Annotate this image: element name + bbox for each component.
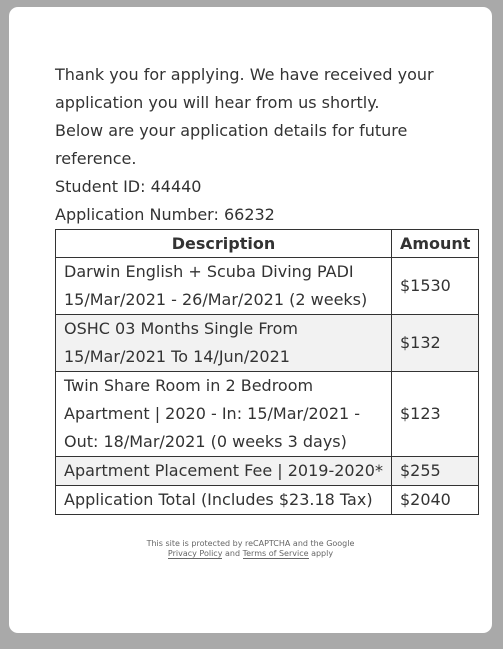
table-row <box>56 372 479 457</box>
application-details-table <box>55 229 479 515</box>
row-description <box>56 258 392 315</box>
recaptcha-apply: apply <box>311 549 334 558</box>
description-line: Out: 18/Mar/2021 (0 weeks 3 days) <box>64 432 347 451</box>
privacy-policy-link[interactable]: Privacy Policy <box>167 549 223 558</box>
recaptcha-links <box>9 549 492 559</box>
confirmation-card <box>9 7 492 633</box>
row-amount: $255 <box>391 457 478 486</box>
terms-of-service-link[interactable]: Terms of Service <box>242 549 309 558</box>
table-row <box>56 315 479 372</box>
table-row-total <box>56 486 479 515</box>
description-line: Twin Share Room in 2 Bedroom <box>64 376 314 395</box>
student-id: Student ID: 44440 <box>55 177 202 196</box>
description-line: Apartment | 2020 - In: 15/Mar/2021 - <box>64 404 361 423</box>
row-amount: $2040 <box>391 486 478 515</box>
details-line-1: Below are your application details for future <box>55 121 408 140</box>
table-row <box>56 258 479 315</box>
column-header-description: Description <box>56 230 392 258</box>
description-line: Darwin English + Scuba Diving PADI <box>64 262 354 281</box>
row-amount: $132 <box>391 315 478 372</box>
details-line-2: reference. <box>55 149 137 168</box>
row-description <box>56 457 392 486</box>
row-description <box>56 372 392 457</box>
description-line: OSHC 03 Months Single From <box>64 319 298 338</box>
confirmation-content <box>55 61 471 515</box>
recaptcha-notice <box>9 539 492 559</box>
description-line: Application Total (Includes $23.18 Tax) <box>64 490 373 509</box>
thank-you-line-2: application you will hear from us shortly. <box>55 93 380 112</box>
table-row <box>56 457 479 486</box>
description-line: 15/Mar/2021 - 26/Mar/2021 (2 weeks) <box>64 290 368 309</box>
row-amount: $1530 <box>391 258 478 315</box>
recaptcha-text: This site is protected by reCAPTCHA and the Google <box>146 539 355 548</box>
recaptcha-and: and <box>224 549 241 558</box>
description-line: Apartment Placement Fee | 2019-2020* <box>64 461 383 480</box>
row-description <box>56 315 392 372</box>
description-line: 15/Mar/2021 To 14/Jun/2021 <box>64 347 290 366</box>
application-number: Application Number: 66232 <box>55 205 275 224</box>
row-description <box>56 486 392 515</box>
thank-you-line-1: Thank you for applying. We have received your <box>55 65 434 84</box>
row-amount: $123 <box>391 372 478 457</box>
column-header-amount: Amount <box>391 230 478 258</box>
table-header-row <box>56 230 479 258</box>
